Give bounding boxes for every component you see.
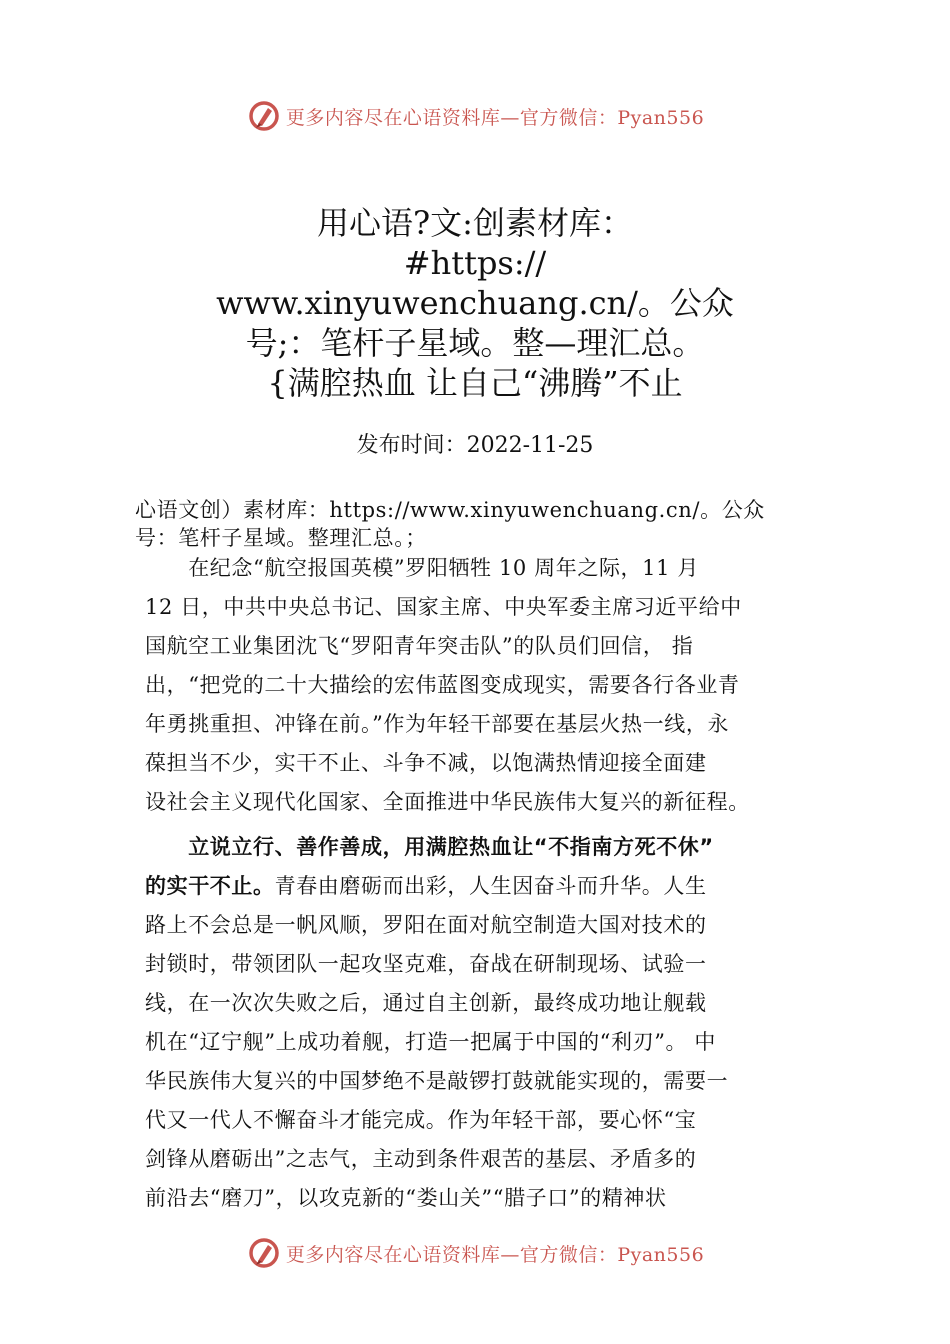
document-title [150,203,800,403]
watermark-banner-top [0,94,950,138]
text-line: 出，“把党的二十大描绘的宏伟蓝图变成现实，需要各行各业青 [145,673,740,697]
title-line: #https:// [403,244,547,282]
publish-date [0,428,950,459]
text-line: 华民族伟大复兴的中国梦绝不是敲锣打鼓就能实现的，需要一 [145,1069,729,1093]
text-line: 代又一代人不懈奋斗才能完成。作为年轻干部，要心怀“宝 [145,1108,697,1132]
source-note [135,496,835,552]
text-span: 青春由磨砺而出彩，人生因奋斗而升华。人生 [274,874,707,898]
watermark-banner-bottom [0,1231,950,1275]
text-line: 葆担当不少，实干不止、斗争不减，以饱满热情迎接全面建 [145,751,707,775]
title-line: 用心语?文:创素材库： [317,204,633,242]
watermark-text: 更多内容尽在心语资料库—官方微信：Pyan556 [285,106,705,129]
publish-label: 发布时间： [356,433,467,458]
text-line: 封锁时，带领团队一起攻坚克难，奋战在研制现场、试验一 [145,952,707,976]
pen-nib-logo-icon [246,98,282,134]
pen-nib-logo-icon [246,1235,282,1271]
title-line: 号;：笔杆子星域。整—理汇总。 [245,324,705,362]
text-line: 号：笔杆子星域。整理汇总。； [135,526,427,550]
text-line: 剑锋从磨砺出”之志气，主动到条件艰苦的基层、矛盾多的 [145,1147,697,1171]
text-line: 国航空工业集团沈飞“罗阳青年突击队”的队员们回信， 指 [145,634,694,658]
text-line: 路上不会总是一帆风顺，罗阳在面对航空制造大国对技术的 [145,913,707,937]
text-line: 年勇挑重担、冲锋在前。”作为年轻干部要在基层火热一线，永 [145,712,730,736]
bold-heading-line: 立说立行、善作善成，用满腔热血让“不指南方死不休” [145,835,714,859]
publish-date-value: 2022-11-25 [466,433,594,458]
title-line: {满腔热血 让自己“沸腾”不止 [267,364,683,402]
title-line: www.xinyuwenchuang.cn/。公众 [216,284,734,322]
text-line: 心语文创）素材库：https://www.xinyuwenchuang.cn/。公众 [135,498,765,522]
text-line: 12 日，中共中央总书记、国家主席、中央军委主席习近平给中 [145,595,742,619]
paragraph-2 [145,828,845,1218]
text-line: 设社会主义现代化国家、全面推进中华民族伟大复兴的新征程。 [145,790,750,814]
text-line: 线，在一次次失败之后，通过自主创新，最终成功地让舰载 [145,991,707,1015]
paragraph-1 [145,549,845,822]
watermark-text: 更多内容尽在心语资料库—官方微信：Pyan556 [285,1243,705,1266]
bold-heading-end: 的实干不止。 [145,874,275,898]
text-line: 在纪念“航空报国英模”罗阳牺牲 10 周年之际，11 月 [145,556,699,580]
text-line [145,867,845,906]
text-line: 机在“辽宁舰”上成功着舰，打造一把属于中国的“利刃”。 中 [145,1030,717,1054]
text-line: 前沿去“磨刀”，以攻克新的“娄山关”“腊子口”的精神状 [145,1186,667,1210]
